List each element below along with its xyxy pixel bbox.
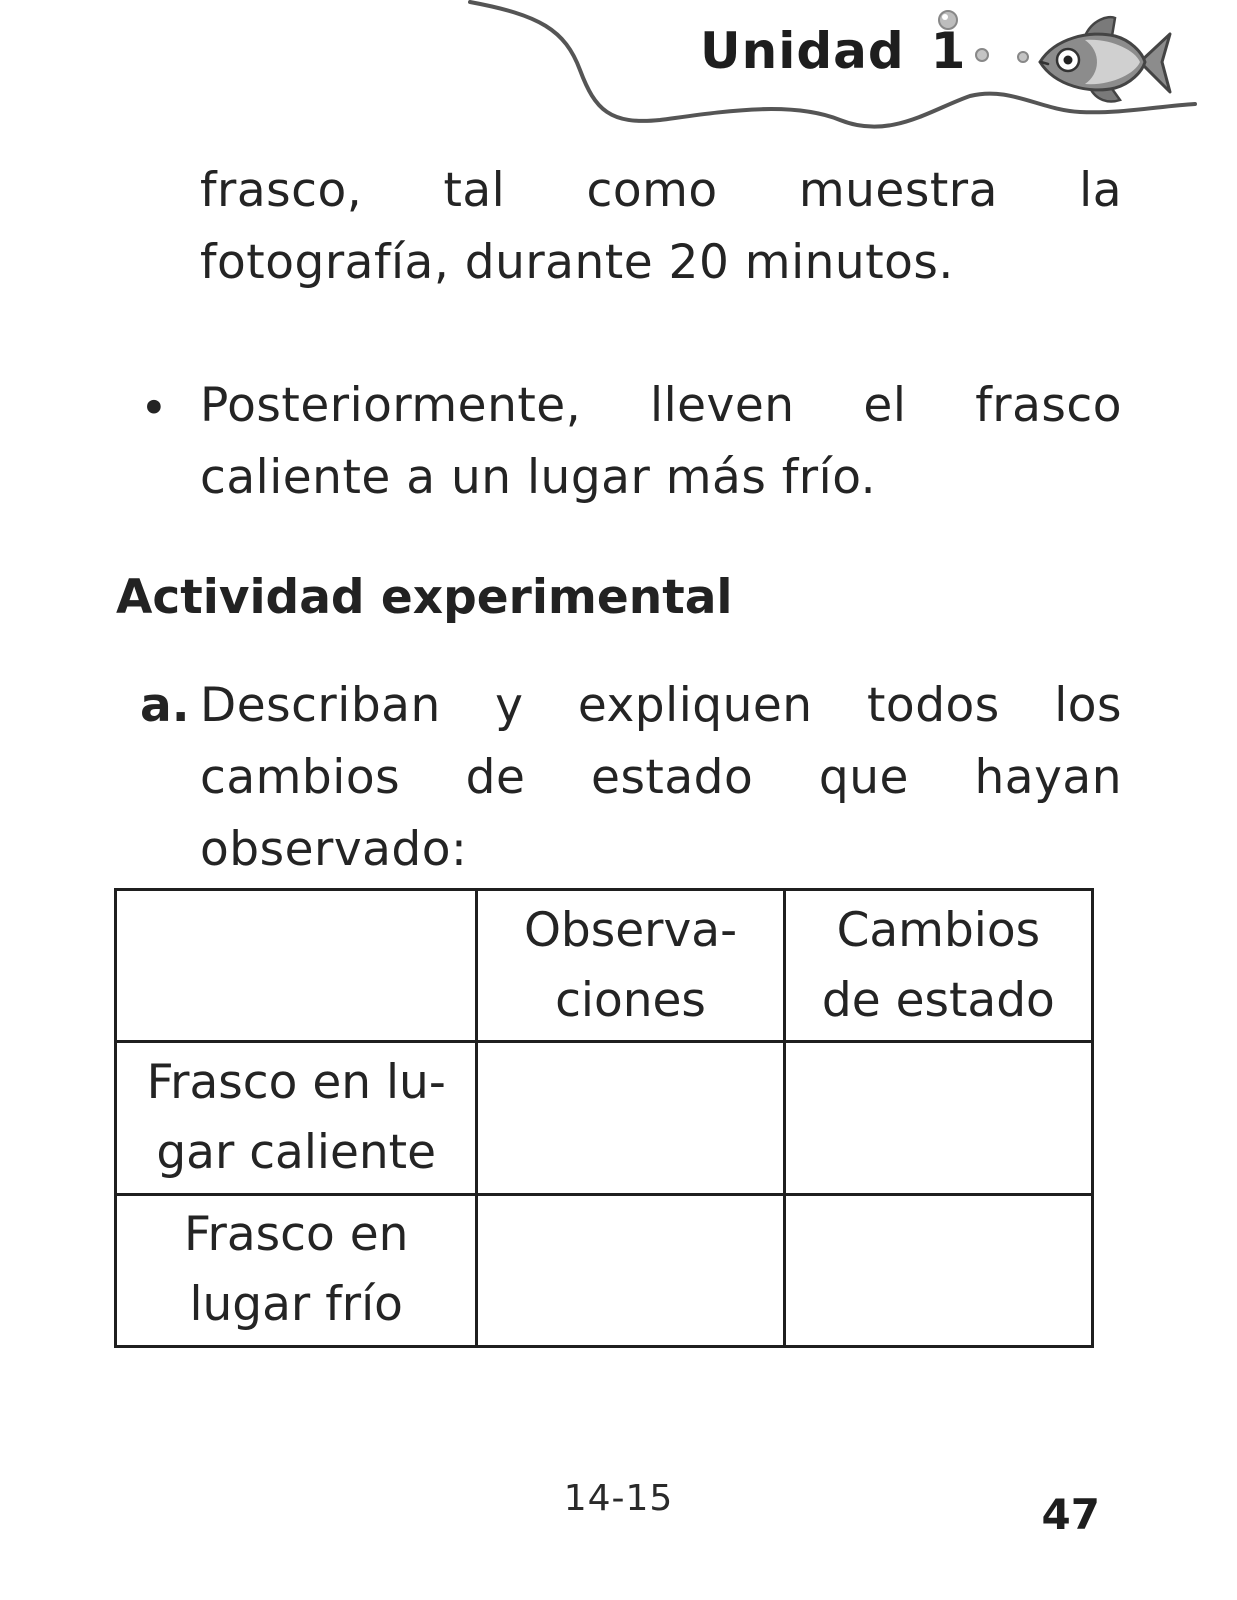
table-header-observaciones: Observa- ciones: [477, 890, 784, 1042]
table-header-cell-empty: [116, 890, 477, 1042]
header-decoration: [0, 0, 1237, 150]
cell-observaciones-caliente[interactable]: [477, 1042, 784, 1194]
unit-title: [700, 22, 967, 80]
observation-table: [114, 888, 1094, 1348]
bullet-paragraph: Posteriormente, lleven el frasco caliente a un lugar más frío.: [200, 378, 1122, 505]
cell-cambios-frio[interactable]: [784, 1194, 1092, 1346]
table-row: [116, 1042, 1093, 1194]
activity-text: Describan y expliquen todos los cambios de estado que hayan observado:: [200, 678, 1122, 877]
cell-observaciones-frio[interactable]: [477, 1194, 784, 1346]
table-header-cambios: Cambios de estado: [784, 890, 1092, 1042]
footer-code: 14-15: [563, 1478, 674, 1519]
fish-icon: [1040, 17, 1170, 101]
activity-letter: a.: [140, 678, 190, 733]
section-title: Actividad experimental: [116, 570, 733, 625]
row-label-caliente: Frasco en lu- gar caliente: [116, 1042, 477, 1194]
page-number: 47: [1041, 1490, 1100, 1539]
unit-number: 1: [930, 22, 967, 80]
table-row: [116, 1194, 1093, 1346]
bullet-icon: •: [140, 381, 168, 436]
table-header-row: [116, 890, 1093, 1042]
row-label-frio: Frasco en lugar frío: [116, 1194, 477, 1346]
unit-label: Unidad: [700, 22, 905, 80]
continuation-paragraph: frasco, tal como muestra la fotografía, durante 20 minutos.: [200, 163, 1122, 290]
cell-cambios-caliente[interactable]: [784, 1042, 1092, 1194]
